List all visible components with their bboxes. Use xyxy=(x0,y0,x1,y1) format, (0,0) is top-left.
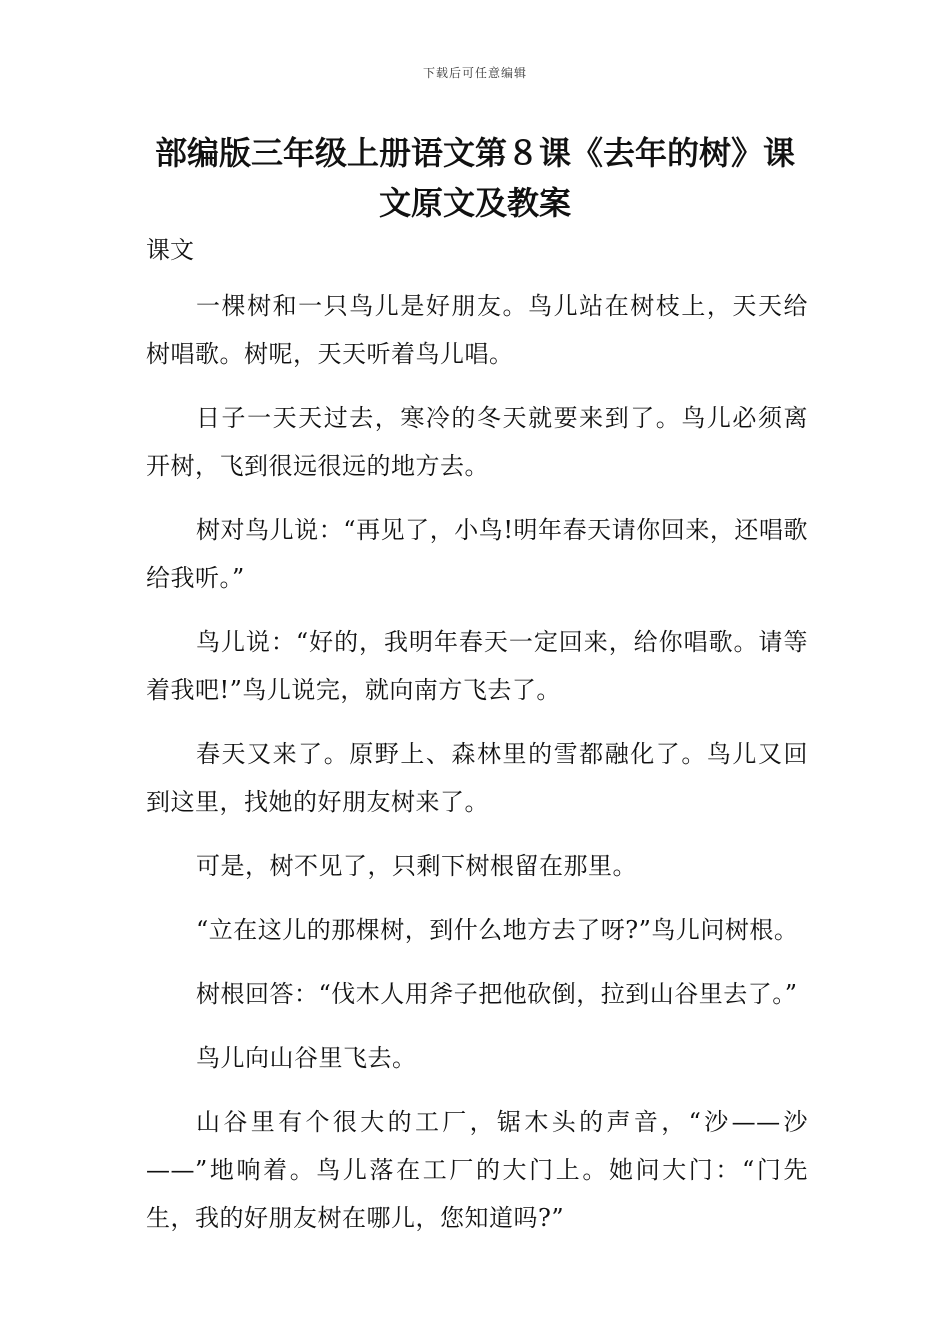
paragraph: 鸟儿向山谷里飞去。 xyxy=(196,1044,417,1072)
paragraph: 树对鸟儿说：“再见了，小鸟!明年春天请你回来，还唱歌给我听。” xyxy=(146,516,808,592)
paragraph: 可是，树不见了，只剩下树根留在那里。 xyxy=(196,852,637,880)
paragraph: 鸟儿说：“好的，我明年春天一定回来，给你唱歌。请等着我吧!”鸟儿说完，就向南方飞去了。 xyxy=(146,628,808,704)
paragraph: 山谷里有个很大的工厂，锯木头的声音，“沙——沙——”地响着。鸟儿落在工厂的大门上。她问大门：“门先生，我的好朋友树在哪儿，您知道吗?” xyxy=(146,1108,808,1232)
header-note: 下载后可任意编辑 xyxy=(422,66,527,80)
paragraph: 春天又来了。原野上、森林里的雪都融化了。鸟儿又回到这里，找她的好朋友树来了。 xyxy=(146,740,808,816)
paragraph: 一棵树和一只鸟儿是好朋友。鸟儿站在树枝上，天天给树唱歌。树呢，天天听着鸟儿唱。 xyxy=(146,292,808,368)
paragraph: “立在这儿的那棵树，到什么地方去了呀?”鸟儿问树根。 xyxy=(196,916,799,944)
paragraph: 日子一天天过去，寒冷的冬天就要来到了。鸟儿必须离开树，飞到很远很远的地方去。 xyxy=(146,404,808,480)
body-text xyxy=(146,282,808,1258)
document-title: 部编版三年级上册语文第８课《去年的树》课文原文及教案 xyxy=(154,134,795,222)
paragraph: 树根回答：“伐木人用斧子把他砍倒，拉到山谷里去了。” xyxy=(196,980,798,1008)
section-label: 课文 xyxy=(146,236,194,264)
